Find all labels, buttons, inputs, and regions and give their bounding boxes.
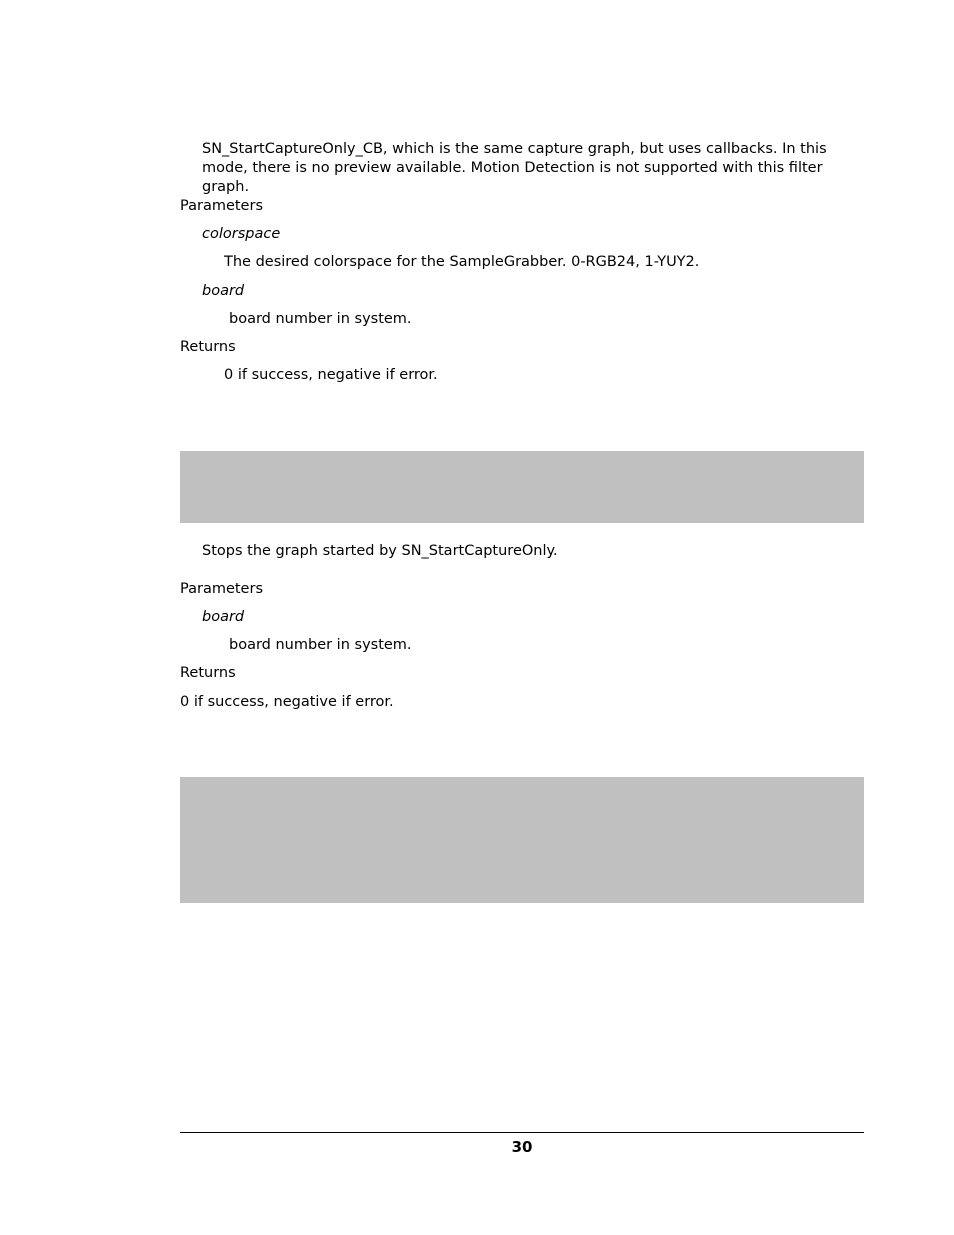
section1-intro: SN_StartCaptureOnly_CB, which is the same capture graph, but uses callbacks. In this mode, there is no preview available. Motion Detection is not supported with this filter graph. [202, 141, 827, 195]
section2-intro: Stops the graph started by SN_StartCaptureOnly. [202, 543, 558, 559]
footer-divider [180, 1132, 864, 1133]
section1-param-colorspace-name: colorspace [202, 226, 281, 242]
section1-parameters-label: Parameters [180, 198, 263, 214]
section2-returns-desc: 0 if success, negative if error. [180, 694, 394, 710]
section2-parameters-label: Parameters [180, 581, 263, 597]
section1-param-colorspace-desc: The desired colorspace for the SampleGrabber. 0-RGB24, 1-YUY2. [224, 254, 700, 270]
section1-param-board-desc: board number in system. [229, 311, 412, 327]
section1-returns-desc: 0 if success, negative if error. [224, 367, 438, 383]
section2-param-board-desc: board number in system. [229, 637, 412, 653]
function-header-band [180, 777, 864, 903]
section2-returns-label: Returns [180, 665, 236, 681]
section2-param-board-name: board [202, 609, 245, 625]
function-header-band [180, 451, 864, 523]
section1-param-board-name: board [202, 283, 245, 299]
section1-returns-label: Returns [180, 339, 236, 355]
page-number: 30 [511, 1138, 533, 1156]
